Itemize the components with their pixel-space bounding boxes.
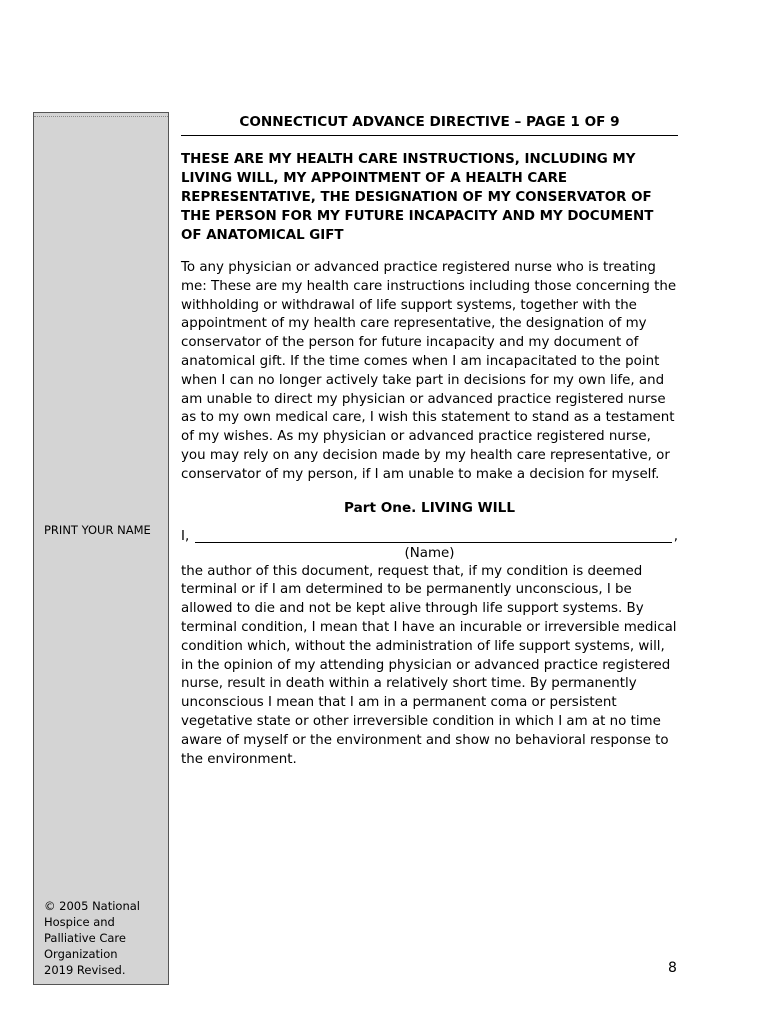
- name-field[interactable]: [195, 528, 672, 543]
- copyright-notice: [44, 898, 166, 978]
- print-name-label: PRINT YOUR NAME: [44, 523, 151, 537]
- sidebar-margin: [33, 112, 169, 985]
- name-suffix: ,: [673, 528, 678, 544]
- name-entry-row: [181, 528, 678, 546]
- copyright-line: © 2005 National: [44, 899, 140, 913]
- copyright-line: Organization: [44, 947, 118, 961]
- name-prefix: I,: [181, 528, 190, 544]
- document-heading: THESE ARE MY HEALTH CARE INSTRUCTIONS, INCLUDING MY LIVING WILL, MY APPOINTMENT OF A HEALTH CARE REPRESENTATIVE, THE DESIGNATION OF MY CONSERVATOR OF THE PERSON FOR MY FUTURE INCAPACITY AND MY DOCUMENT OF ANATOMICAL GIFT: [181, 152, 654, 243]
- page-number: 8: [668, 960, 677, 976]
- living-will-paragraph: the author of this document, request that, if my condition is deemed terminal or if I am determined to be permanently unconscious, I be allowed to die and not be kept alive through life support systems. By terminal condition, I mean that I have an incurable or irreversible medical condition which, without the administration of life support systems, will, in the opinion of my attending physician or advanced practice registered nurse, result in death within a relatively short time. By permanently unconscious I mean that I am in a permanent coma or persistent vegetative state or other irreversible condition in which I am at no time aware of myself or the environment and show no behavioral response to the environment.: [181, 563, 677, 767]
- copyright-line: 2019 Revised.: [44, 963, 126, 977]
- sidebar-top-border: [34, 113, 168, 117]
- copyright-line: Palliative Care: [44, 931, 126, 945]
- intro-paragraph: To any physician or advanced practice registered nurse who is treating me: These are my health care instructions including those concerning the withholding or withdrawal of life support systems, together with the appointment of my health care representative, the designation of my conservator of the person for future incapacity and my document of anatomical gift. If the time comes when I am incapacitated to the point when I can no longer actively take part in decisions for my own life, and am unable to direct my physician or advanced practice registered nurse as to my own medical care, I wish this statement to stand as a testament of my wishes. As my physician or advanced practice registered nurse, you may rely on any decision made by my health care representative, or conservator of my person, if I am unable to make a decision for myself.: [181, 260, 677, 482]
- name-caption: (Name): [404, 545, 455, 561]
- document-body: [181, 112, 678, 769]
- part-one-title: Part One. LIVING WILL: [344, 499, 515, 516]
- copyright-line: Hospice and: [44, 915, 115, 929]
- page-title: CONNECTICUT ADVANCE DIRECTIVE – PAGE 1 OF 9: [181, 112, 678, 136]
